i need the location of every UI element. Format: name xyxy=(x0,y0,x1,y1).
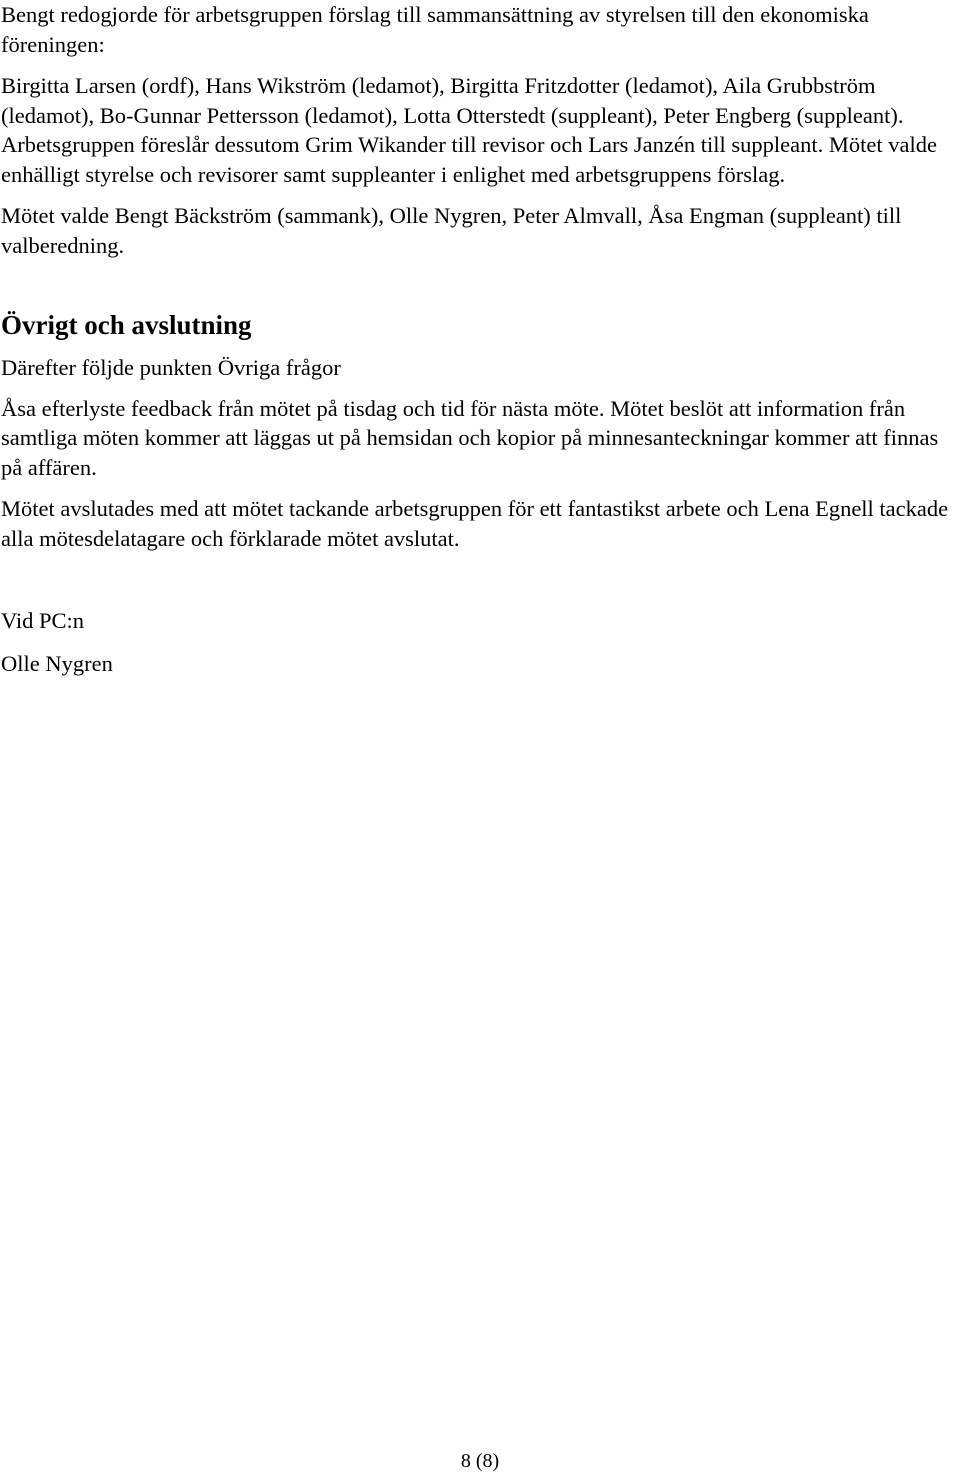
paragraph-board-members: Birgitta Larsen (ordf), Hans Wikström (ledamot), Birgitta Fritzdotter (ledamot), Aila Grubbström (ledamot), Bo-Gunnar Pettersson (ledamot), Lotta Otterstedt (suppleant), Peter Engberg (suppleant). Arbetsgruppen föreslår dessutom Grim Wikander till revisor och Lars Janzén till suppleant. Mötet valde enhälligt styrelse och revisorer samt suppleanter i enlighet med arbetsgruppens förslag. xyxy=(1,73,937,187)
signature-role: Vid PC:n xyxy=(1,608,85,633)
paragraph-nomination-committee: Mötet valde Bengt Bäckström (sammank), Olle Nygren, Peter Almvall, Åsa Engman (suppleant) till valberedning. xyxy=(1,203,902,258)
signature-name: Olle Nygren xyxy=(1,650,113,676)
section-heading: Övrigt och avslutning xyxy=(1,310,252,340)
paragraph-feedback: Åsa efterlyste feedback från mötet på tisdag och tid för nästa möte. Mötet beslöt att information från samtliga möten kommer att läggas ut på hemsidan och kopior på minnesanteckningar kommer att finnas på affären. xyxy=(1,395,939,480)
paragraph-other-items: Därefter följde punkten Övriga frågor xyxy=(1,355,341,380)
paragraph-closing: Mötet avslutades med att mötet tackande arbetsgruppen för ett fantastikst arbete och Lena Egnell tackade alla mötesdelatagare och förklarade mötet avslutat. xyxy=(1,496,949,551)
paragraph-intro: Bengt redogjorde för arbetsgruppen förslag till sammansättning av styrelsen till den ekonomiska föreningen: xyxy=(1,2,869,57)
page-number: 8 (8) xyxy=(460,1450,500,1472)
document-body xyxy=(1,0,959,678)
